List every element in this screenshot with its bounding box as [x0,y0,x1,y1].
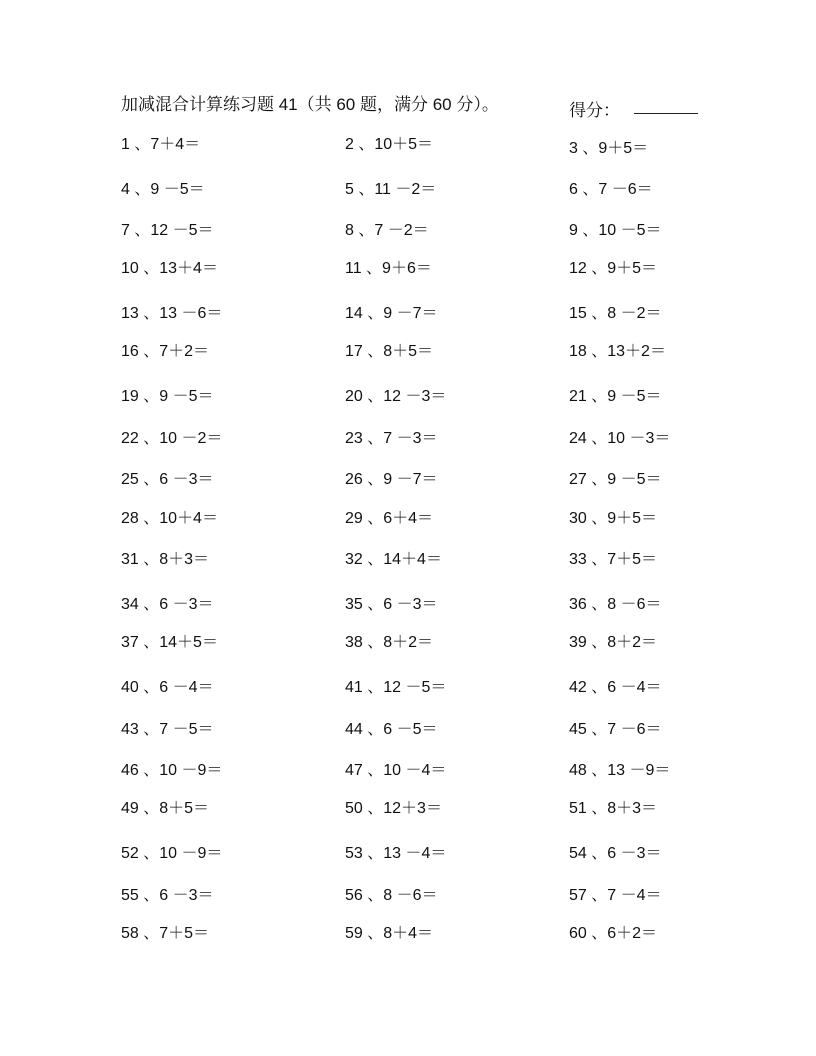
problem-23: 23 、7 －3＝ [345,430,438,447]
problem-33: 33 、7＋5＝ [569,551,658,568]
problem-29: 29 、6＋4＝ [345,510,434,527]
problem-59: 59 、8＋4＝ [345,925,434,942]
problem-40: 40 、6 －4＝ [121,679,214,696]
problem-4: 4 、9 －5＝ [121,181,205,198]
problem-13: 13 、13 －6＝ [121,305,223,322]
score-label: 得分： [569,101,620,120]
problem-42: 42 、6 －4＝ [569,679,662,696]
problem-19: 19 、9 －5＝ [121,388,214,405]
problem-26: 26 、9 －7＝ [345,471,438,488]
problem-2: 2 、10＋5＝ [345,136,434,153]
problem-47: 47 、10 －4＝ [345,762,447,779]
problem-52: 52 、10 －9＝ [121,845,223,862]
problem-16: 16 、7＋2＝ [121,343,210,360]
problem-34: 34 、6 －3＝ [121,596,214,613]
problem-36: 36 、8 －6＝ [569,596,662,613]
score-field [569,96,698,121]
problem-15: 15 、8 －2＝ [569,305,662,322]
problem-20: 20 、12 －3＝ [345,388,447,405]
problem-11: 11 、9＋6＝ [345,260,432,277]
problem-12: 12 、9＋5＝ [569,260,658,277]
problem-32: 32 、14＋4＝ [345,551,442,568]
problem-14: 14 、9 －7＝ [345,305,438,322]
problem-55: 55 、6 －3＝ [121,887,214,904]
problem-31: 31 、8＋3＝ [121,551,210,568]
problem-17: 17 、8＋5＝ [345,343,434,360]
problem-35: 35 、6 －3＝ [345,596,438,613]
worksheet-title: 加减混合计算练习题 41（共 60 题，满分 60 分）。 [121,95,499,114]
problem-54: 54 、6 －3＝ [569,845,662,862]
problem-3: 3 、9＋5＝ [569,140,649,157]
problem-7: 7 、12 －5＝ [121,222,214,239]
problem-6: 6 、7 －6＝ [569,181,653,198]
problem-28: 28 、10＋4＝ [121,510,218,527]
problem-44: 44 、6 －5＝ [345,721,438,738]
problem-21: 21 、9 －5＝ [569,388,662,405]
problem-9: 9 、10 －5＝ [569,222,662,239]
problem-1: 1 、7＋4＝ [121,136,201,153]
problem-46: 46 、10 －9＝ [121,762,223,779]
problem-38: 38 、8＋2＝ [345,634,434,651]
problem-24: 24 、10 －3＝ [569,430,671,447]
problem-50: 50 、12＋3＝ [345,800,442,817]
problem-5: 5 、11 －2＝ [345,181,437,198]
problem-22: 22 、10 －2＝ [121,430,223,447]
score-blank-line [634,99,698,114]
problem-25: 25 、6 －3＝ [121,471,214,488]
problem-56: 56 、8 －6＝ [345,887,438,904]
problem-45: 45 、7 －6＝ [569,721,662,738]
problem-60: 60 、6＋2＝ [569,925,658,942]
problem-43: 43 、7 －5＝ [121,721,214,738]
problem-53: 53 、13 －4＝ [345,845,447,862]
problem-49: 49 、8＋5＝ [121,800,210,817]
problem-51: 51 、8＋3＝ [569,800,658,817]
problem-39: 39 、8＋2＝ [569,634,658,651]
problem-48: 48 、13 －9＝ [569,762,671,779]
problem-18: 18 、13＋2＝ [569,343,666,360]
problem-30: 30 、9＋5＝ [569,510,658,527]
problem-41: 41 、12 －5＝ [345,679,447,696]
problem-58: 58 、7＋5＝ [121,925,210,942]
problem-37: 37 、14＋5＝ [121,634,218,651]
problem-8: 8 、7 －2＝ [345,222,429,239]
problem-10: 10 、13＋4＝ [121,260,218,277]
problem-27: 27 、9 －5＝ [569,471,662,488]
problem-57: 57 、7 －4＝ [569,887,662,904]
